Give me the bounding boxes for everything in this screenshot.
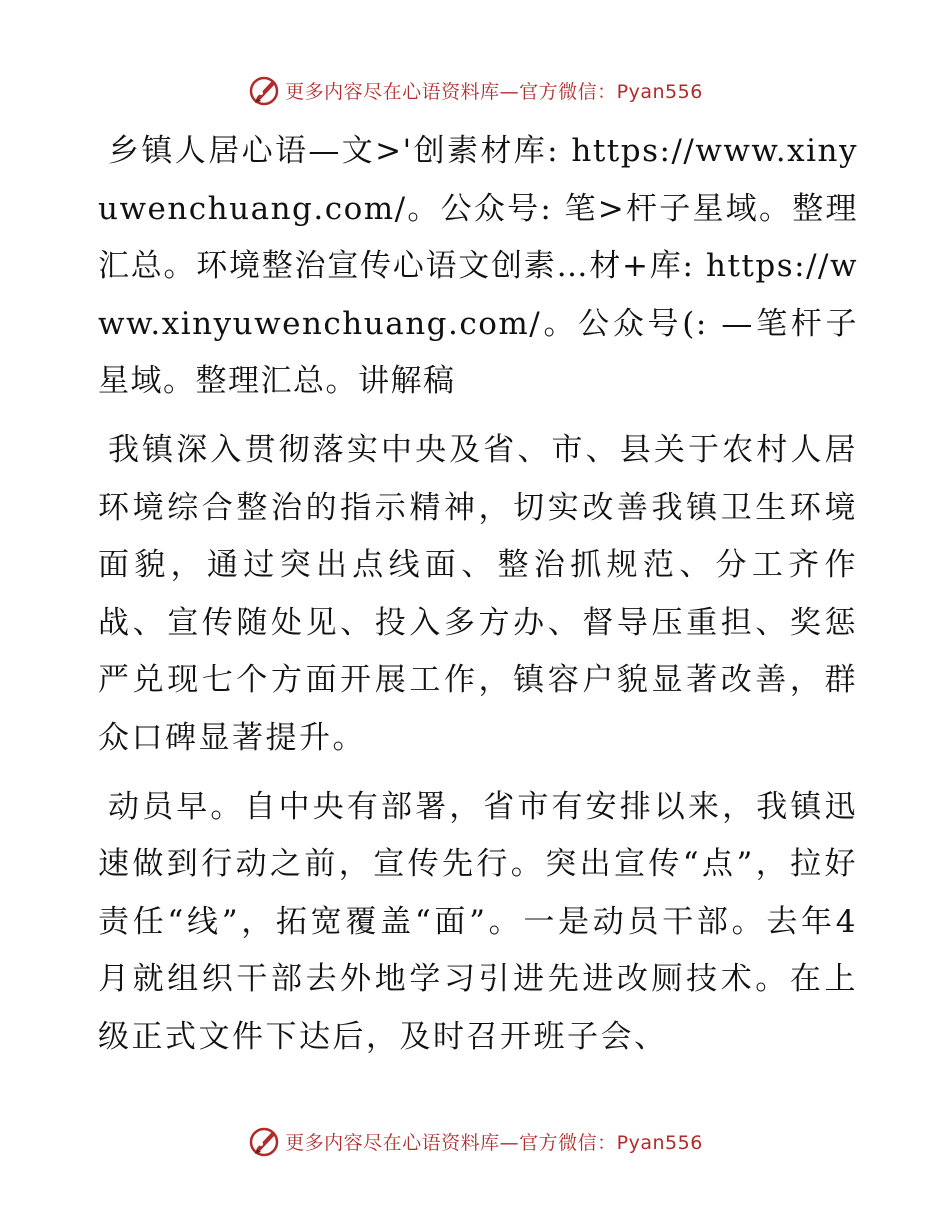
header-banner xyxy=(0,70,950,110)
document-body xyxy=(98,123,858,1078)
paragraph-summary: 我镇深入贯彻落实中央及省、市、县关于农村人居环境综合整治的指示精神，切实改善我镇卫生环境面貌，通过突出点线面、整治抓规范、分工齐作战、宣传随处见、投入多方办、督导压重担、奖惩严兑现七个方面开展工作，镇容户貌显著改善，群众口碑显著提升。 xyxy=(98,431,858,756)
banner-text: 更多内容尽在心语资料库—官方微信：Pyan556 xyxy=(285,80,703,103)
logo-icon xyxy=(247,73,281,107)
paragraph-mobilization: 动员早。自中央有部署，省市有安排以来，我镇迅速做到行动之前，宣传先行。突出宣传“点”，拉好责任“线”，拓宽覆盖“面”。一是动员干部。去年4月就组织干部去外地学习引进先进改厕技术。在上级正式文件下达后，及时召开班子会、 xyxy=(98,788,858,1055)
logo-icon xyxy=(247,1124,281,1158)
footer-banner xyxy=(0,1121,950,1161)
paragraph-intro: 乡镇人居心语—文>'创素材库: https://www.xinyuwenchuang.com/。公众号: 笔>杆子星域。整理汇总。环境整治宣传心语文创素…材+库: https://www.xinyuwenchuang.com/。公众号(: —笔杆子星域。整理汇总。讲解稿 xyxy=(98,133,858,400)
banner-text: 更多内容尽在心语资料库—官方微信：Pyan556 xyxy=(285,1131,703,1154)
